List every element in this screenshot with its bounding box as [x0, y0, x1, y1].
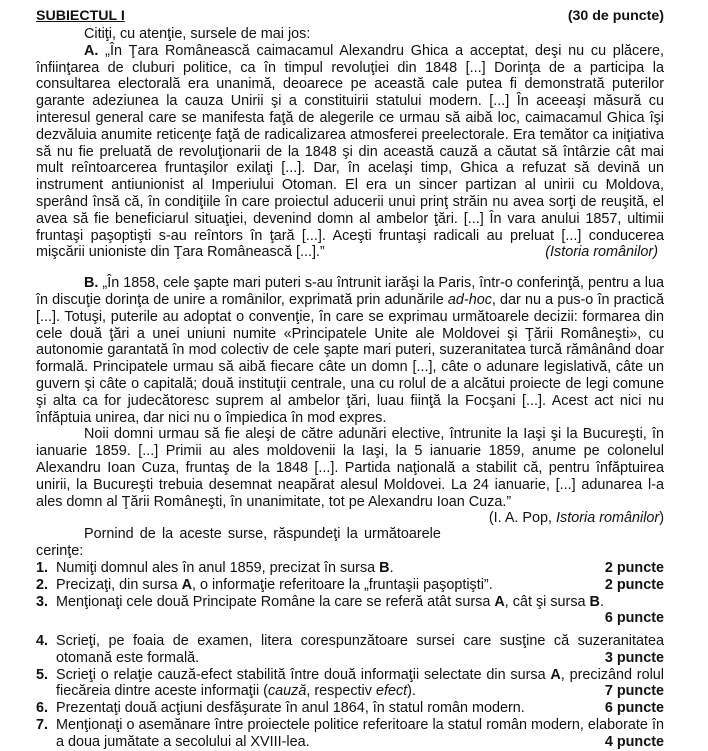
source-a-citation: (Istoria românilor): [545, 244, 658, 261]
question-3: 3. Menţionaţi cele două Principate Române la care se referă atât sursa A, cât şi sursa B. 6 puncte: [36, 593, 664, 627]
question-5: 5. Scrieţi o relaţie cauză-efect stabilită între două informaţii selectate din sursa A, precizând rolul fiecăreia dintre aceste informaţii (cauză, respectiv efect). 7 puncte: [36, 666, 664, 700]
question-1: 1. 2 puncte Numiţi domnul ales în anul 1859, precizat în sursa B.: [36, 559, 664, 576]
intro-text: Citiţi, cu atenţie, sursele de mai jos:: [84, 26, 311, 42]
question-list: [36, 560, 664, 751]
source-a: [36, 43, 664, 261]
source-a-label: A.: [84, 42, 99, 59]
source-b-label: B.: [84, 275, 99, 292]
question-6: 6. 6 puncte Prezentaţi două acţiuni desfăşurate în anul 1864, în statul român modern.: [36, 700, 664, 717]
subject-points: (30 de puncte): [567, 8, 664, 24]
source-b-paragraph-2: Noii domni urmau să fie aleşi de către adunări elective, întrunite la Iaşi şi la Bucureşti, în ianuarie 1859. [...] Primii au ales moldovenii la Iaşi, la 5 ianuarie 1859, anume pe colonelul Alexandru Ioan Cuza, fruntaş de la 1848 [...]. Partida naţională a stabilit că, pentru înfăptuirea unirii, la Bucureşti trebuia desemnat neapărat alesul Moldovei. La 24 ianuarie, [...] adunarea l-a ales domn al Ţării Româneşti, în unanimitate, tot pe Alexandru Ioan Cuza.” (I. A. Pop, Istoria românilor): [36, 426, 664, 527]
source-b-citation: (I. A. Pop, Istoria românilor): [488, 510, 664, 527]
exam-page: [36, 8, 664, 751]
question-4: 4. Scrieţi, pe foaia de examen, litera corespunzătoare sursei care susţine că suzeranitatea otomană este formală. 3 puncte: [36, 633, 664, 666]
instruction-text: Pornind de la aceste surse, răspundeţi la următoarele cerinţe:: [36, 526, 441, 560]
exam-header: [36, 8, 664, 26]
question-2: 2. 2 puncte Precizaţi, din sursa A, o informaţie referitoare la „fruntaşii paşoptişti”.: [36, 576, 664, 593]
source-b-paragraph-1: B. „În 1858, cele şapte mari puteri s-au întrunit iarăşi la Paris, într-o conferinţă, pentru a lua în discuţie dorinţa de unire a românilor, exprimată prin adunările ad-hoc, dar nu a pus-o în practică [...]. Totuşi, puterile au adoptat o convenţie, în care se exprimau următoarele decizii: formarea din cele două ţări a unei uniuni numite «Principatele Unite ale Moldovei şi Ţării Româneşti», cu autonomie garantată în mod colectiv de cele şapte mari puteri, suzeranitatea turcă rămânând doar formală. Principatele urmau să aibă fiecare câte un domn [...], câte o adunare legislativă, câte un guvern şi câte o capitală; două instituţii centrale, una cu rolul de a alcătui proiecte de legi comune şi alta ca for judecătoresc suprem al ambelor ţări, luau fiinţă la Focşani [...]. Acest act nici nu înfăptuia unirea, dar nici nu o împiedica în mod expres.: [36, 275, 665, 426]
subject-title: SUBIECTUL I: [36, 8, 125, 24]
question-7: 7. Menţionaţi o asemănare între proiectele politice referitoare la statul român modern, elaborate în a doua jumătate a secolului al XVIII-lea. 4 puncte: [36, 717, 664, 750]
source-a-text: „În Ţara Românească caimacamul Alexandru Ghica a acceptat, deşi nu cu plăcere, înfiinţarea de cluburi politice, ca în timpul revoluţiei din 1848 [...] Dorinţa de a participa la consultarea electorală era unanimă, deoarece pe această cale putea fi demonstrată puterilor garante adeziunea la cauza Unirii şi a constituirii statului modern. [...] În aceeaşi măsură cu interesul general care se manifesta faţă de alegerile ce urmau să aibă loc, caimacamul Ghica îşi dezvăluia anumite reticenţe faţă de radicalizarea atmosferei preelectorale. Era temător ca iniţiativa să nu fie preluată de revoluţionarii de la 1848 şi din această cauză a căutat să întârzie cât mai mult reîntoarcerea fruntaşilor exilaţi [...]. Dar, în acelaşi timp, Ghica a refuzat să devină un instrument antiunionist al Imperiului Otoman. El era un sincer partizan al unirii cu Moldova, sperând însă că, în condiţiile în care proiectul aducerii unui prinţ străin nu avea sorţi de reuşită, el avea să fie beneficiarul situaţiei, devenind domn al ambelor ţări. [...] În vara anului 1857, ultimii fruntaşi paşoptişti s-au reîntors în ţară [...]. Aceşti fruntaşi radicali au preluat [...] conducerea mişcării unioniste din Ţara Românească [...].”: [36, 42, 665, 261]
